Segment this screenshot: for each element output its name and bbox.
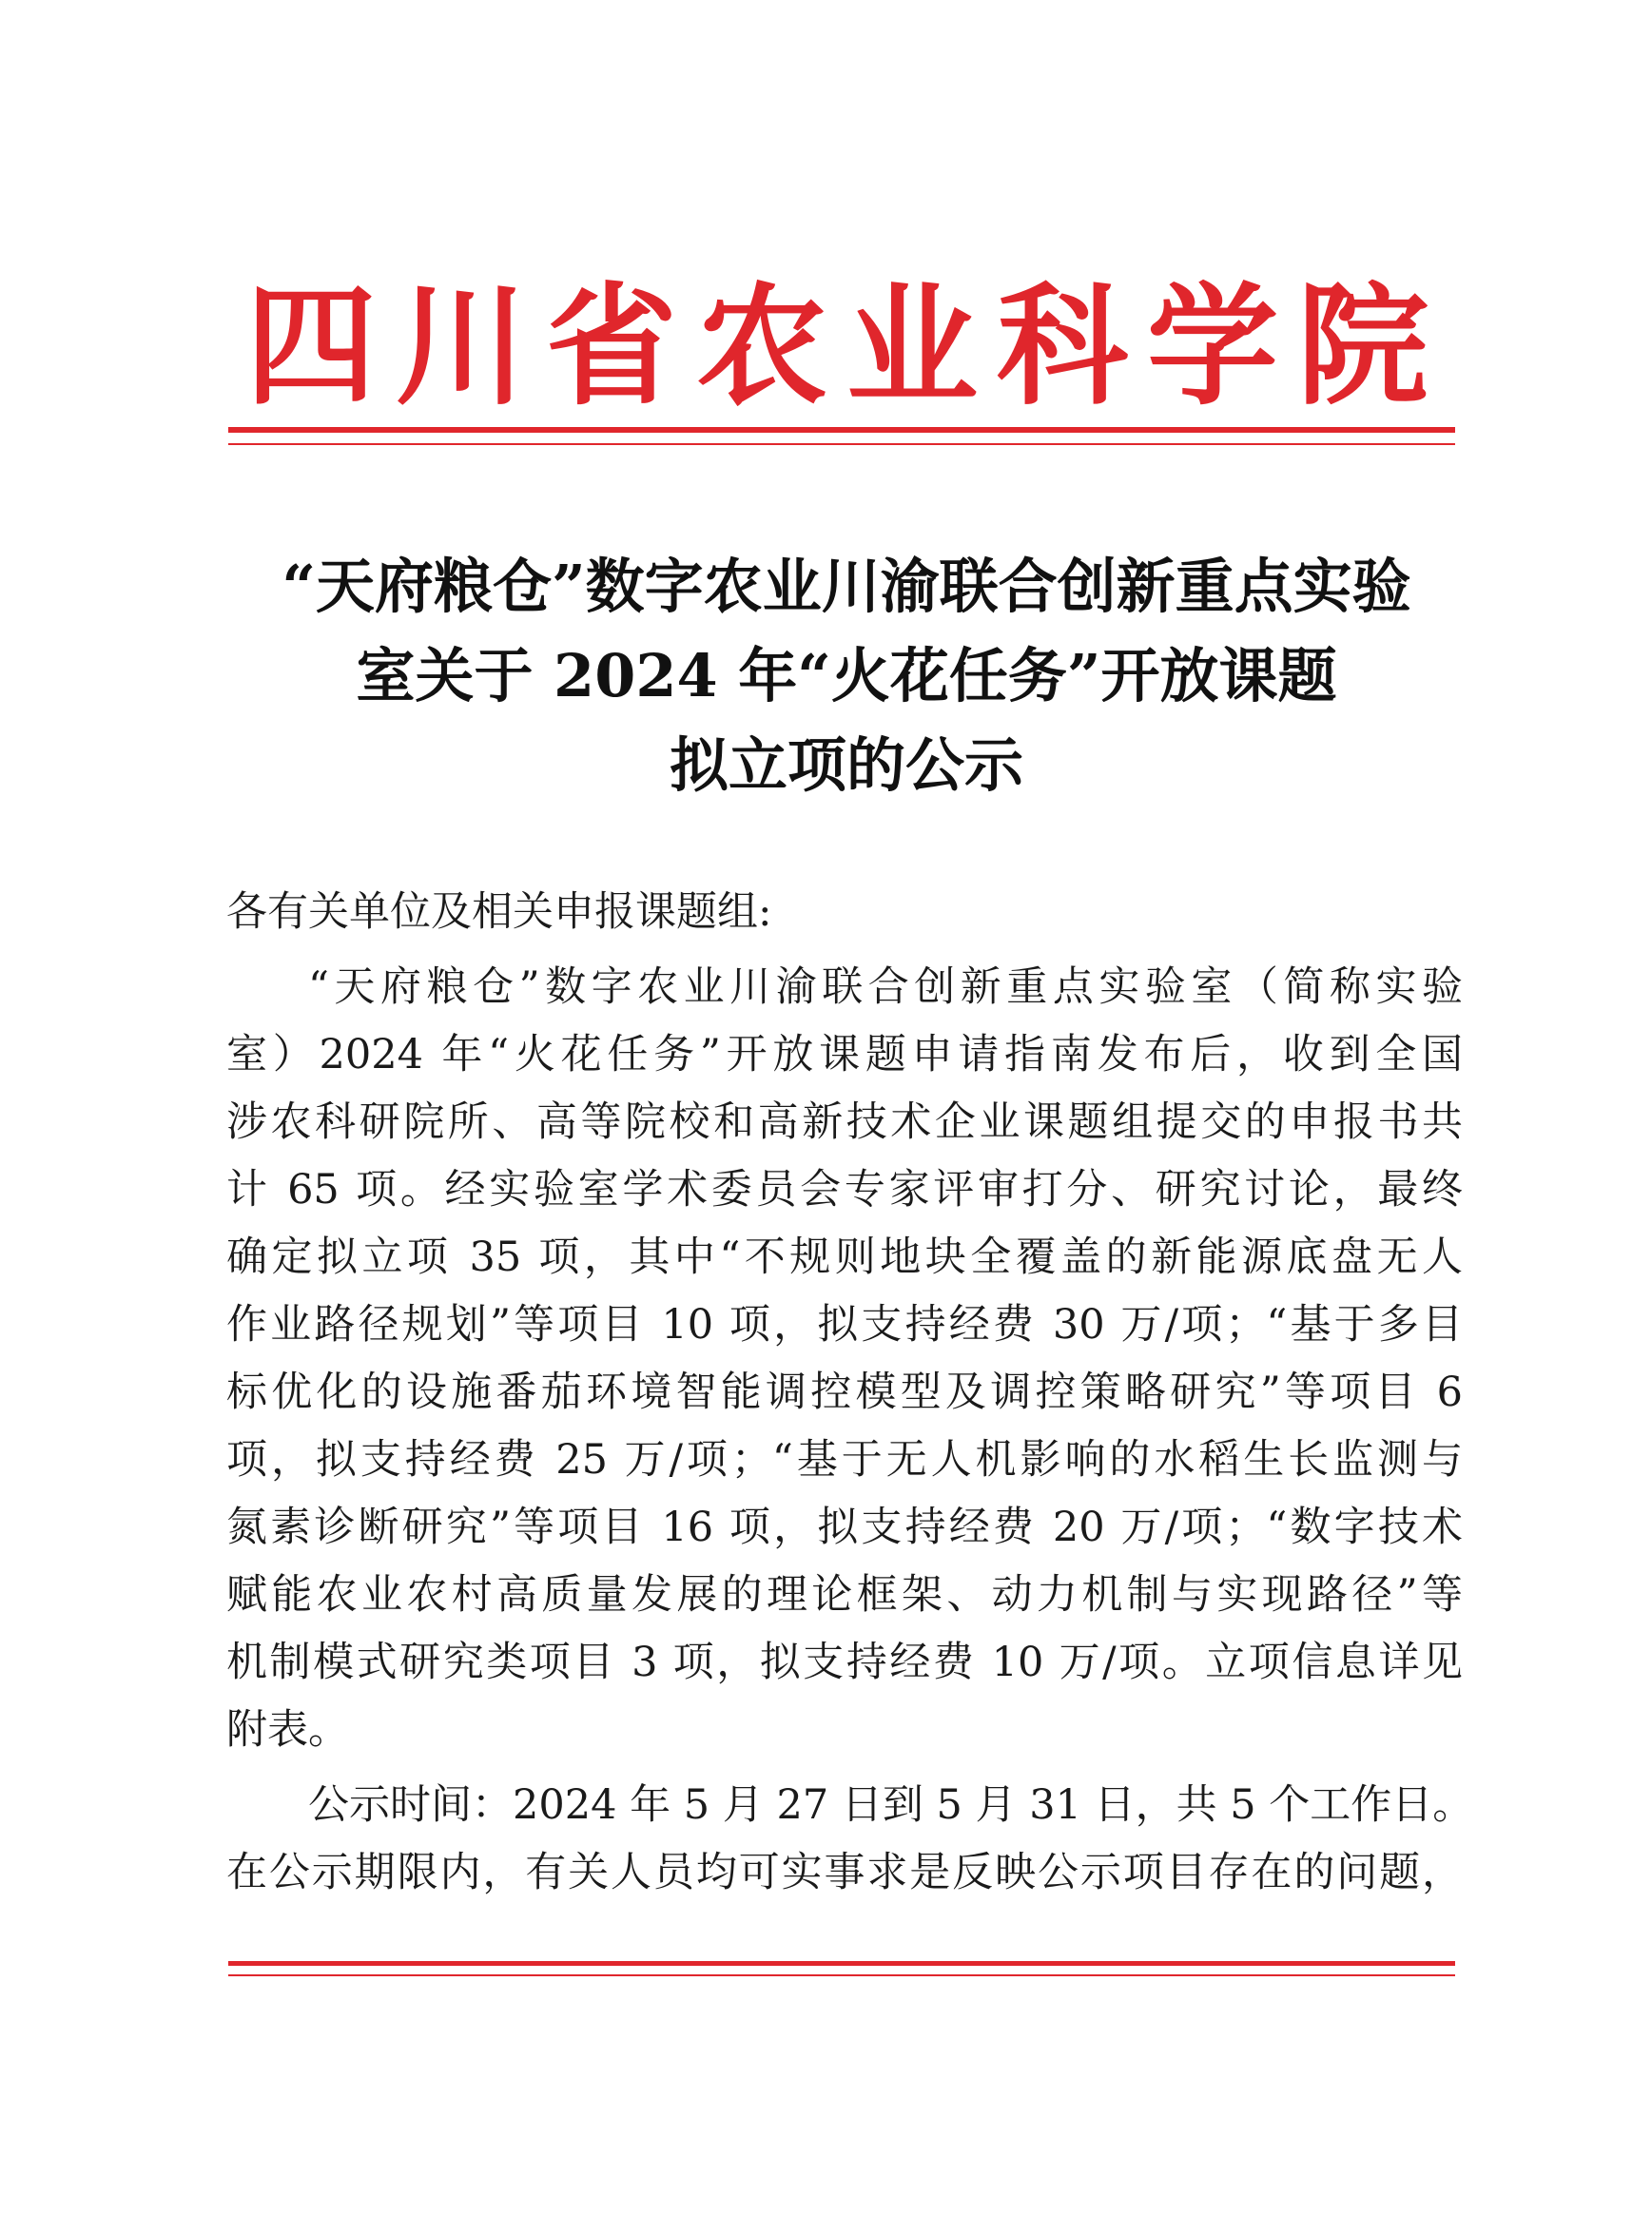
document-body (226, 879, 1474, 1907)
paragraph-line: 室）2024 年“火花任务”开放课题申请指南发布后，收到全国 (226, 1031, 1463, 1078)
paragraph-line: 计 65 项。经实验室学术委员会专家评审打分、研究讨论，最终 (226, 1166, 1463, 1214)
paragraph-line: 涉农科研院所、高等院校和高新技术企业课题组提交的申报书共 (226, 1098, 1463, 1146)
paragraph-line: 附表。 (226, 1706, 349, 1754)
title-line-1: “天府粮仓”数字农业川渝联合创新重点实验 (282, 552, 1411, 621)
paragraph-line: “天府粮仓”数字农业川渝联合创新重点实验室（简称实验 (308, 963, 1463, 1011)
paragraph-line: 氮素诊断研究”等项目 16 项，拟支持经费 20 万/项；“数字技术 (226, 1504, 1463, 1551)
masthead-rule-thick (228, 427, 1455, 433)
paragraph-line: 项，拟支持经费 25 万/项；“基于无人机影响的水稻生长监测与 (226, 1436, 1463, 1484)
masthead-rule-thin (228, 443, 1455, 445)
title-line-3: 拟立项的公示 (669, 730, 1023, 800)
footer-rule-thick (228, 1961, 1455, 1966)
paragraph-line: 作业路径规划”等项目 10 项，拟支持经费 30 万/项；“基于多目 (226, 1301, 1463, 1349)
masthead-institution-name: 四川省农业科学院 (244, 270, 1448, 423)
paragraph-line: 公示时间：2024 年 5 月 27 日到 5 月 31 日，共 5 个工作日。 (308, 1781, 1474, 1829)
footer-rule-thin (228, 1974, 1455, 1976)
paragraph-line: 赋能农业农村高质量发展的理论框架、动力机制与实现路径”等 (226, 1571, 1463, 1619)
title-line-2: 室关于 2024 年“火花任务”开放课题 (356, 641, 1337, 710)
paragraph-line: 在公示期限内，有关人员均可实事求是反映公示项目存在的问题， (226, 1849, 1463, 1896)
paragraph-line: 标优化的设施番茄环境智能调控模型及调控策略研究”等项目 6 (226, 1369, 1463, 1416)
paragraph-announcement (226, 954, 1463, 1764)
paragraph-publicity-period (226, 1772, 1474, 1907)
paragraph-line: 确定拟立项 35 项，其中“不规则地块全覆盖的新能源底盘无人 (226, 1234, 1463, 1281)
salutation: 各有关单位及相关申报课题组: (226, 888, 772, 936)
paragraph-line: 机制模式研究类项目 3 项，拟支持经费 10 万/项。立项信息详见 (226, 1639, 1463, 1686)
document-title (228, 542, 1465, 810)
